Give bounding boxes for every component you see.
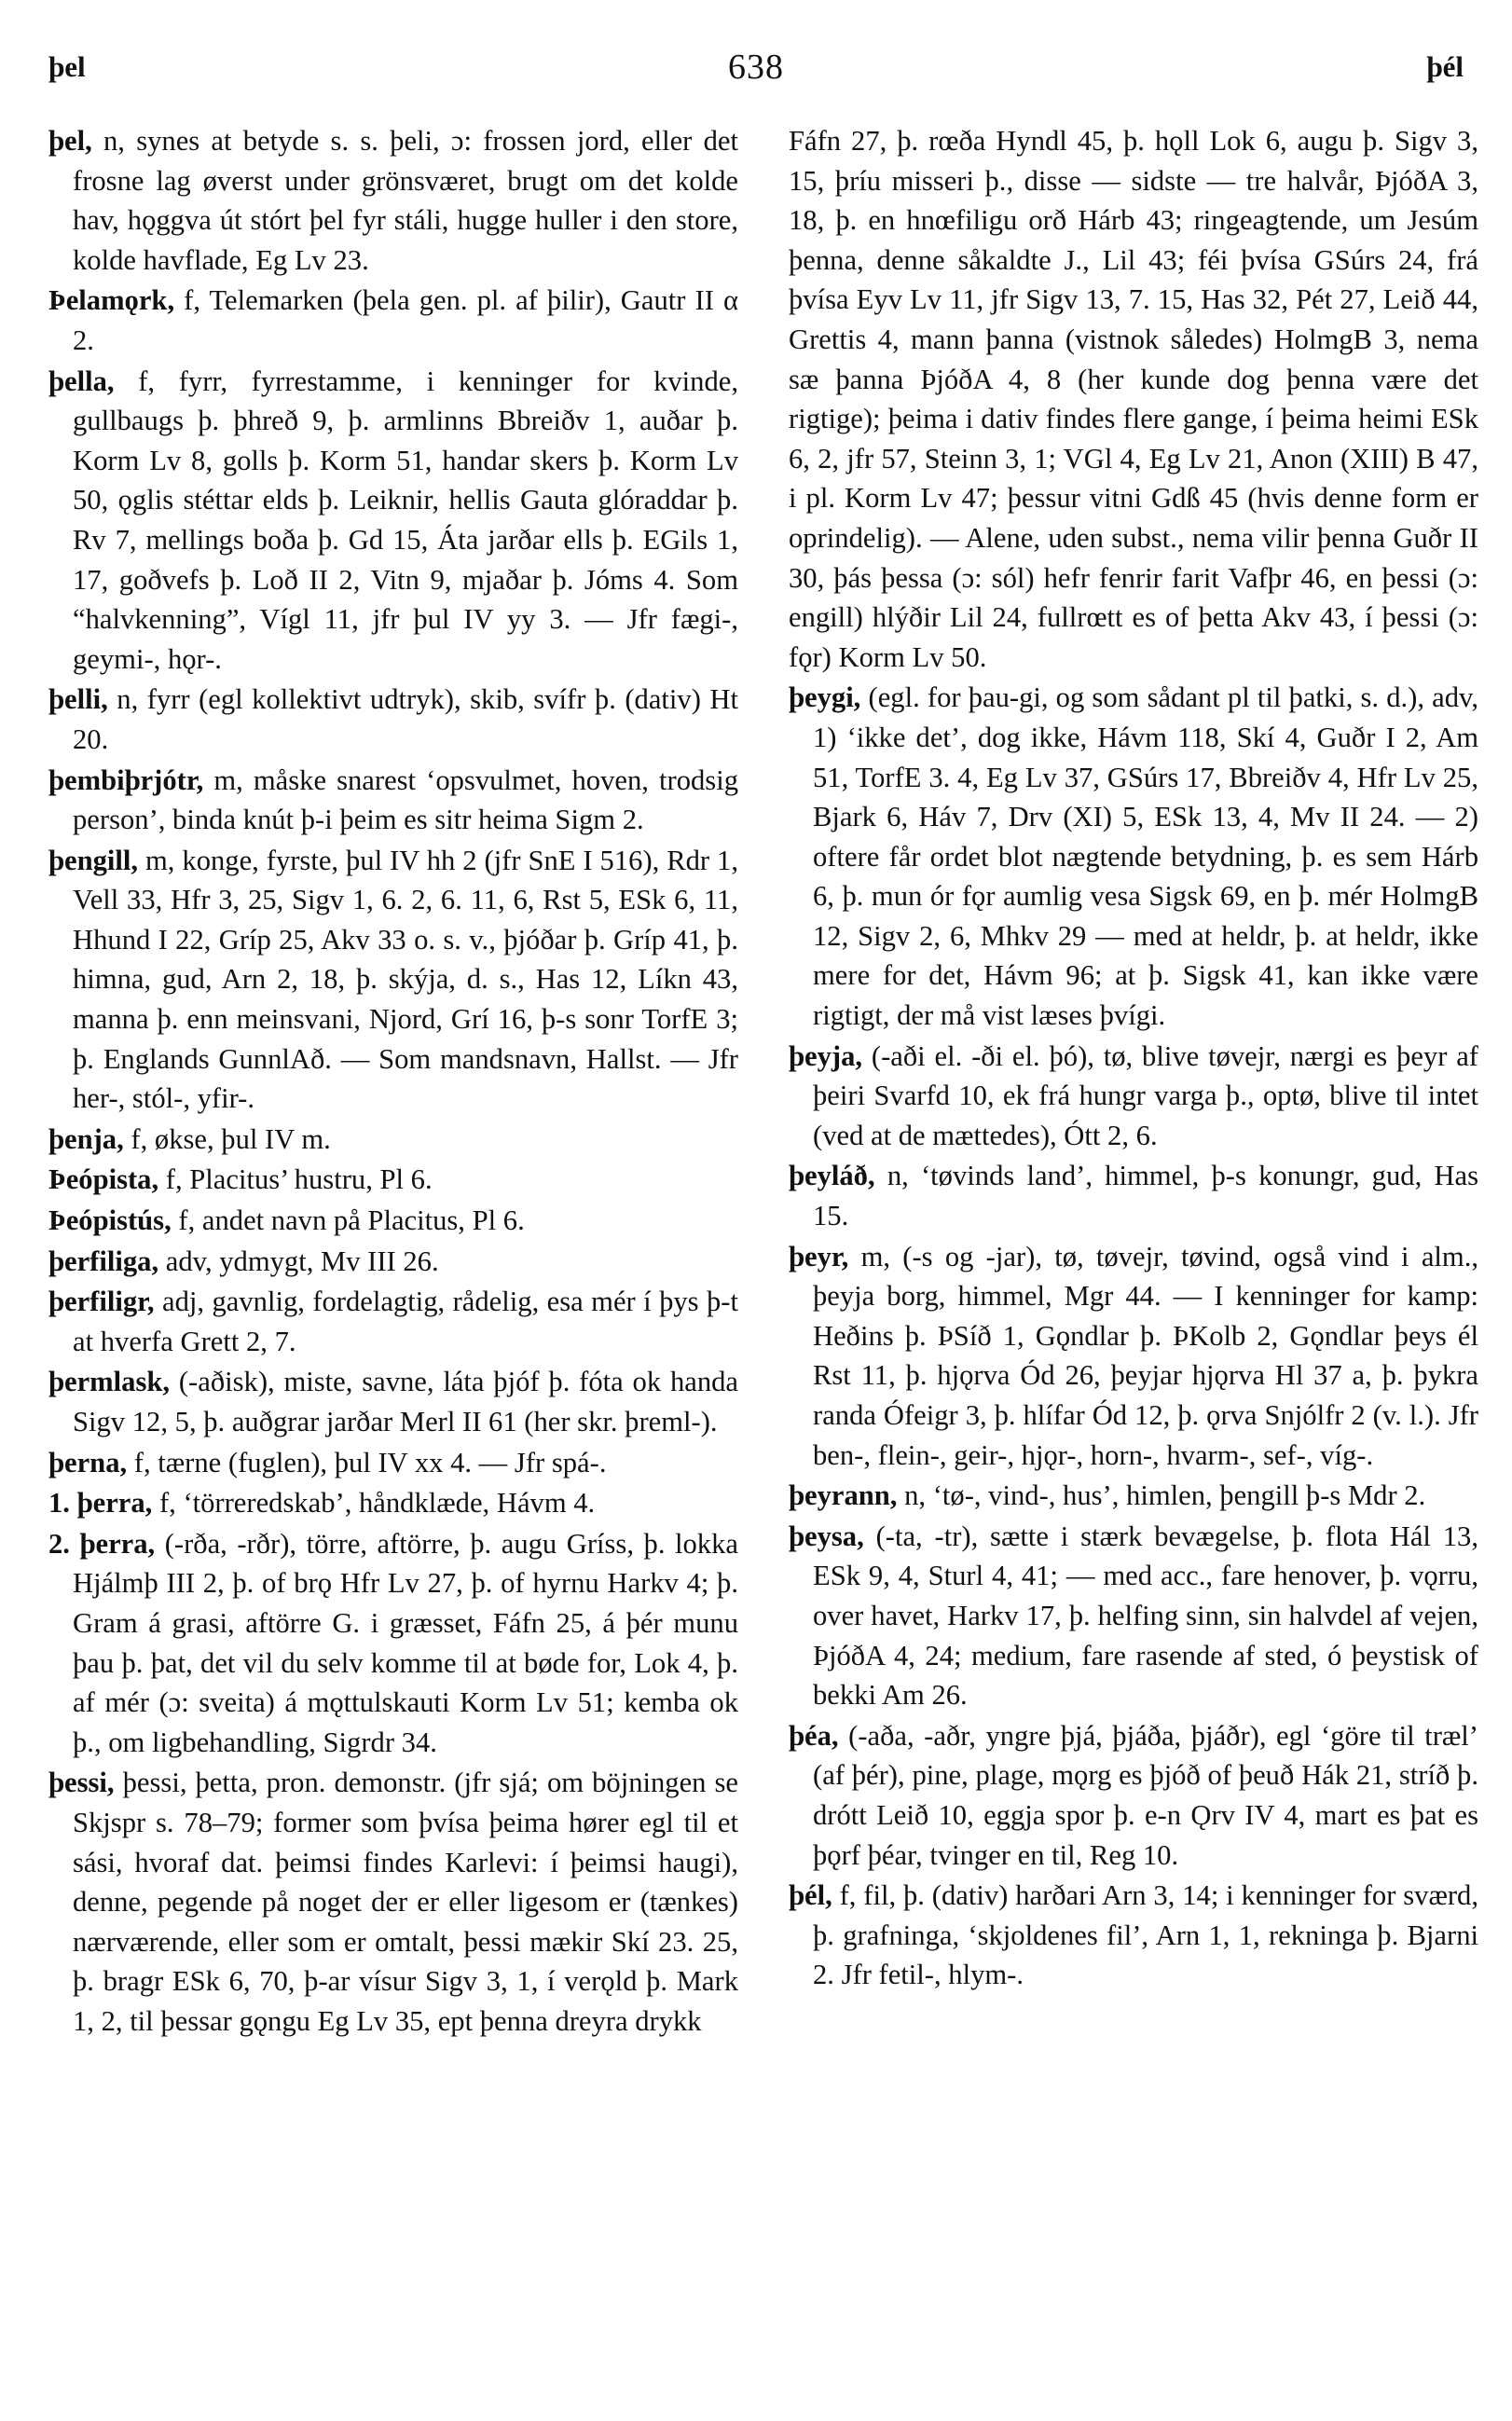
- entry-text: (egl. for þau-gi, og som sådant pl til þatki, s. d.), adv, 1) ‘ikke det’, dog ikke, Hávm 118, Skí 4, Guðr I 2, Am 51, TorfE 3. 4, Eg Lv 37, GSúrs 17, Bbreiðv 4, Hfr Lv 25, Bjark 6, Háv 7, Drv (XI) 5, ESk 13, 4, Mv II 24. — 2) oftere får ordet blot nægtende betydning, þ. es sem Hárb 6, þ. mun ór fǫr aumlig vesa Sigsk 69, en þ. mér HolmgB 12, Sigv 2, 6, Mhkv 29 — med at heldr, þ. at heldr, ikke mere for det, Hávm 96; at þ. Sigsk 41, kan ikke være rigtigt, der må vist læses þvígi.: [813, 681, 1478, 1032]
- dictionary-entry: [789, 1156, 1478, 1235]
- entry-headword: þeyláð,: [789, 1160, 875, 1192]
- entry-text: (-aði el. -ði el. þó), tø, blive tøvejr, nærgi es þeyr af þeiri Svarfd 10, ek frá hungr varga þ., optø, blive til intet (ved at de mættedes), Ótt 2, 6.: [813, 1039, 1478, 1151]
- entry-headword: þél,: [789, 1879, 832, 1912]
- right-column: [789, 121, 1478, 1996]
- entry-text: n, ‘tøvinds land’, himmel, þ-s konungr, gud, Has 15.: [813, 1160, 1478, 1232]
- dictionary-entry: [48, 1362, 738, 1441]
- dictionary-entry: [48, 1160, 738, 1200]
- dictionary-entry: [48, 1763, 738, 2041]
- dictionary-entry: [48, 1242, 738, 1282]
- entry-text: (-rða, -rðr), törre, aftörre, þ. augu Gríss, þ. lokka Hjálmþ III 2, þ. of brǫ Hfr Lv 27, þ. of hyrnu Harkv 4; þ. Gram á grasi, aftörre G. i græsset, Fáfn 25, á þér munu þau þ. þat, det vil du selv komme til at bøde for, Lok 4, þ. af mér (ɔ: sveita) á mǫttulskauti Korm Lv 51; kemba ok þ., om ligbehandling, Sigrdr 34.: [73, 1527, 738, 1758]
- entry-headword: þerfiligr,: [48, 1286, 155, 1318]
- entry-headword: Þeópista,: [48, 1163, 159, 1196]
- entry-headword: þella,: [48, 365, 115, 397]
- entry-text: (-aða, -aðr, yngre þjá, þjáða, þjáðr), egl ‘göre til træl’ (af þér), pine, plage, mǫrg es þjóð of þeuð Hák 21, stríð þ. drótt Leið 10, eggja spor þ. e-n Ǫrv IV 4, mart es þat es þǫrf þéar, tvinger en til, Reg 10.: [813, 1719, 1478, 1871]
- entry-text: n, ‘tø-, vind-, hus’, himlen, þengill þ-s Mdr 2.: [904, 1479, 1426, 1512]
- dictionary-entry: [789, 1517, 1478, 1715]
- dictionary-entry: [48, 761, 738, 840]
- dictionary-entry: [48, 281, 738, 360]
- dictionary-entry: [789, 1237, 1478, 1476]
- entry-text: f, tærne (fuglen), þul IV xx 4. — Jfr spá-.: [133, 1446, 607, 1479]
- entry-text: f, fil, þ. (dativ) harðari Arn 3, 14; i kenninger for sværd, þ. grafninga, ‘skjoldenes fil’, Arn 1, 1, rekninga þ. Bjarni 2. Jfr fetil-, hlym-.: [813, 1879, 1478, 1991]
- entry-headword: 1. þerra,: [48, 1487, 153, 1520]
- page-header: [48, 37, 1464, 93]
- dictionary-entry: [789, 121, 1478, 677]
- dictionary-entry: [48, 841, 738, 1119]
- entry-headword: þerfiliga,: [48, 1245, 159, 1277]
- entry-text: m, måske snarest ‘opsvulmet, hoven, trodsig person’, binda knút þ-i þeim es sitr heima Sigm 2.: [73, 763, 738, 836]
- entry-text: n, synes at betyde s. s. þeli, ɔ: frossen jord, eller det frosne lag øverst under grönsværet, brugt om det kolde hav, hǫggva út stórt þel fyr stáli, hugge huller i den store, kolde havflade, Eg Lv 23.: [73, 125, 738, 276]
- dictionary-entry: [789, 1876, 1478, 1995]
- entry-text: adj, gavnlig, fordelagtig, rådelig, esa mér í þys þ-t at hverfa Grett 2, 7.: [73, 1286, 738, 1357]
- left-column: [48, 121, 738, 2043]
- entry-text: f, ‘törreredskab’, håndklæde, Hávm 4.: [158, 1487, 596, 1520]
- dictionary-entry: [789, 1037, 1478, 1156]
- entry-headword: þel,: [48, 125, 92, 157]
- dictionary-entry: [48, 1483, 738, 1523]
- entry-text: f, andet navn på Placitus, Pl 6.: [178, 1204, 525, 1237]
- dictionary-entry: [48, 121, 738, 280]
- dictionary-entry: [48, 1443, 738, 1483]
- entry-text: f, fyrr, fyrrestamme, i kenninger for kvinde, gullbaugs þ. þhreð 9, þ. armlinns Bbreiðv 1, auðar þ. Korm Lv 8, golls þ. Korm 51, handar skers þ. Korm Lv 50, ǫglis stéttar elds þ. Leiknir, hellis Gauta glóraddar þ. Rv 7, mellings boða þ. Gd 15, Áta jarðar ells þ. EGils 1, 17, goðvefs þ. Loð II 2, Vitn 9, mjaðar þ. Jóms 4. Som “halvkenning”, Vígl 11, jfr þul IV yy 3. — Jfr fægi-, geymi-, hǫr-.: [73, 365, 738, 675]
- entry-text: m, konge, fyrste, þul IV hh 2 (jfr SnE I 516), Rdr 1, Vell 33, Hfr 3, 25, Sigv 1, 6. 2, 6. 11, 6, Rst 5, ESk 6, 11, Hhund I 22, Gríp 25, Akv 33 o. s. v., þjóðar þ. Gríp 41, þ. himna, gud, Arn 2, 18, þ. skýja, d. s., Has 12, Líkn 43, manna þ. enn meinsvani, Njord, Grí 16, þ-s sonr TorfE 3; þ. Englands GunnlAð. — Som mandsnavn, Hallst. — Jfr her-, stól-, yfir-.: [73, 844, 738, 1115]
- entry-text: adv, ydmygt, Mv III 26.: [165, 1245, 439, 1277]
- right-running-headword: þél: [1426, 50, 1464, 83]
- dictionary-entry: [48, 362, 738, 680]
- dictionary-entry: [789, 1716, 1478, 1875]
- entry-text: (-ta, -tr), sætte i stærk bevægelse, þ. flota Hál 13, ESk 9, 4, Sturl 4, 41; — med acc., fare henover, þ. vǫrru, over havet, Harkv 17, þ. helfing sinn, sin halvdel af vejen, ÞjóðA 4, 24; medium, fare rasende af sted, ó þeystisk of bekki Am 26.: [813, 1520, 1478, 1712]
- entry-headword: Þelamǫrk,: [48, 284, 175, 317]
- entry-headword: þeyja,: [789, 1039, 863, 1072]
- dictionary-entry: [48, 1282, 738, 1361]
- entry-text: m, (-s og -jar), tø, tøvejr, tøvind, også vind i alm., þeyja borg, himmel, Mgr 44. — I kenninger for kamp: Heðins þ. ÞSíð 1, Gǫndlar þ. ÞKolb 2, Gǫndlar þeys él Rst 11, þ. hjǫrva Ód 26, þeyjar hjǫrva Hl 37 a, þ. þykra randa Ófeigr 3, þ. hlífar Ód 12, þ. ǫrva Snjólfr 2 (v. l.). Jfr ben-, flein-, geir-, hjǫr-, horn-, hvarm-, sef-, víg-.: [813, 1240, 1478, 1471]
- dictionary-entry: [789, 1476, 1478, 1516]
- entry-headword: þenja,: [48, 1122, 124, 1155]
- entry-text: (-aðisk), miste, savne, láta þjóf þ. fóta ok handa Sigv 12, 5, þ. auðgrar jarðar Merl II 61 (her skr. þreml-).: [73, 1366, 738, 1437]
- dictionary-entry: [789, 678, 1478, 1035]
- entry-headword: þeyr,: [789, 1240, 849, 1272]
- entry-text: f, Placitus’ hustru, Pl 6.: [165, 1163, 433, 1196]
- entry-headword: þeyrann,: [789, 1479, 898, 1512]
- entry-headword: þéa,: [789, 1719, 839, 1752]
- dictionary-entry: [48, 1120, 738, 1160]
- entry-text: þessi, þetta, pron. demonstr. (jfr sjá; om böjningen se Skjspr s. 78–79; former som þvísa þeima hører egl til et sási, hvoraf dat. þeimsi findes Karlevi: í þeimsi haugi), denne, pegende på noget der er eller ligesom er (tænkes) nærværende, eller som er omtalt, þessi mækir Skí 23. 25, þ. bragr ESk 6, 70, þ-ar vísur Sigv 3, 1, í verǫld þ. Mark 1, 2, til þessar gǫngu Eg Lv 35, ept þenna dreyra drykk: [73, 1767, 738, 2037]
- entry-headword: þengill,: [48, 844, 139, 876]
- entry-text: f, Telemarken (þela gen. pl. af þilir), Gautr II α 2.: [73, 284, 738, 356]
- dictionary-entry: [48, 680, 738, 759]
- entry-headword: þerna,: [48, 1446, 128, 1479]
- dictionary-entry: [48, 1524, 738, 1763]
- entry-headword: þeygi,: [789, 681, 861, 714]
- page-number: 638: [728, 48, 784, 87]
- entry-headword: þessi,: [48, 1767, 115, 1799]
- entry-headword: þelli,: [48, 683, 108, 716]
- entry-headword: Þeópistús,: [48, 1204, 172, 1237]
- dictionary-entry: [48, 1201, 738, 1241]
- entry-text: n, fyrr (egl kollektivt udtryk), skib, svífr þ. (dativ) Ht 20.: [73, 683, 738, 755]
- entry-headword: þembiþrjótr,: [48, 763, 204, 796]
- left-running-headword: þel: [48, 50, 86, 83]
- entry-headword: þermlask,: [48, 1366, 171, 1398]
- entry-text: f, økse, þul IV m.: [131, 1122, 331, 1155]
- entry-headword: 2. þerra,: [48, 1527, 156, 1560]
- entry-text: Fáfn 27, þ. rœða Hyndl 45, þ. hǫll Lok 6, augu þ. Sigv 3, 15, þríu misseri þ., disse — sidste — tre halvår, ÞjóðA 3, 18, þ. en hnœfiligu orð Hárb 43; ringeagtende, um Jesúm þenna, denne såkaldte J., Lil 43; féi þvísa GSúrs 24, frá þvísa Eyv Lv 11, jfr Sigv 13, 7. 15, Has 32, Pét 27, Leið 44, Grettis 4, mann þanna (vistnok således) HolmgB 3, nema sæ þanna ÞjóðA 4, 8 (her kunde dog þenna være det rigtige); þeima i dativ findes flere gange, í þeima heimi ESk 6, 2, jfr 57, Steinn 3, 1; VGl 4, Eg Lv 21, Anon (XIII) B 47, i pl. Korm Lv 47; þessur vitni Gdß 45 (hvis denne form er oprindelig). — Alene, uden subst., nema vilir þenna Guðr II 30, þás þessa (ɔ: sól) hefr fenrir farit Vafþr 46, en þessi (ɔ: engill) hlýðir Lil 24, fullrœtt es of þetta Akv 43, í þessi (ɔ: fǫr) Korm Lv 50.: [789, 125, 1478, 673]
- entry-headword: þeysa,: [789, 1520, 864, 1552]
